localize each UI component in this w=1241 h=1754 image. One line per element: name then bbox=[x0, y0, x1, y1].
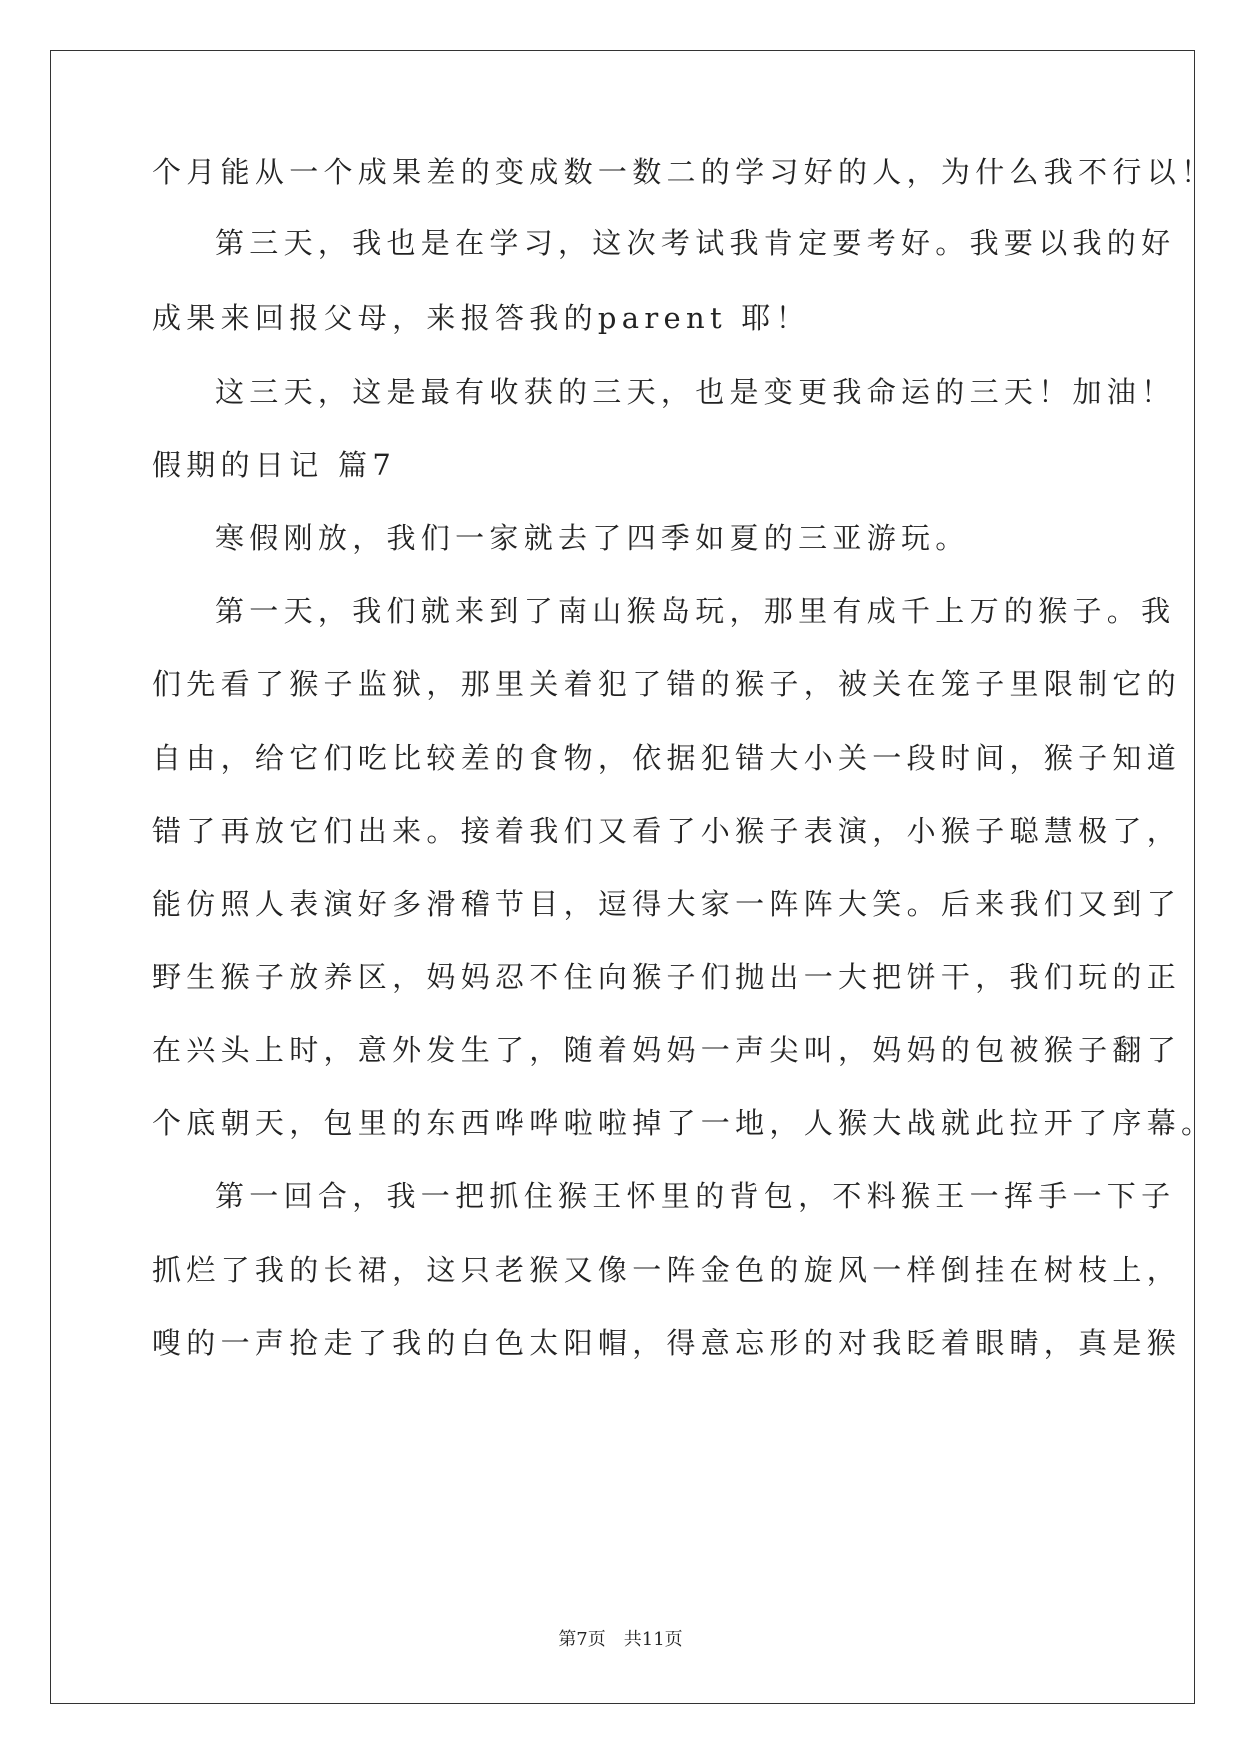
text-line: 抓烂了我的长裙，这只老猴又像一阵金色的旋风一样倒挂在树枝上， bbox=[152, 1253, 1182, 1287]
paragraph-start: 第一回合，我一把抓住猴王怀里的背包，不料猴王一挥手一下子 bbox=[215, 1179, 1176, 1213]
text-line: 能仿照人表演好多滑稽节目，逗得大家一阵阵大笑。后来我们又到了 bbox=[152, 887, 1182, 921]
text-line: 在兴头上时，意外发生了，随着妈妈一声尖叫，妈妈的包被猴子翻了 bbox=[152, 1033, 1182, 1067]
text-line: 个月能从一个成果差的变成数一数二的学习好的人，为什么我不行以！ bbox=[152, 155, 1216, 189]
text-line: 个底朝天，包里的东西哗哗啦啦掉了一地，人猴大战就此拉开了序幕。 bbox=[152, 1106, 1216, 1140]
text-line: 错了再放它们出来。接着我们又看了小猴子表演，小猴子聪慧极了， bbox=[152, 814, 1182, 848]
paragraph-start: 这三天，这是最有收获的三天，也是变更我命运的三天！加油！ bbox=[215, 375, 1176, 409]
page-footer bbox=[0, 1628, 1241, 1652]
text-line: 野生猴子放养区，妈妈忍不住向猴子们抛出一大把饼干，我们玩的正 bbox=[152, 960, 1182, 994]
page-number-total: 共11页 bbox=[623, 1629, 683, 1650]
section-heading: 假期的日记 篇7 bbox=[152, 448, 397, 482]
paragraph-start: 第一天，我们就来到了南山猴岛玩，那里有成千上万的猴子。我 bbox=[215, 594, 1176, 628]
text-line: 们先看了猴子监狱，那里关着犯了错的猴子，被关在笼子里限制它的 bbox=[152, 667, 1182, 701]
page-number-current: 第7页 bbox=[558, 1629, 606, 1650]
text-line: 成果来回报父母，来报答我的parent 耶！ bbox=[152, 301, 811, 335]
paragraph-start: 第三天，我也是在学习，这次考试我肯定要考好。我要以我的好 bbox=[215, 226, 1176, 260]
paragraph-start: 寒假刚放，我们一家就去了四季如夏的三亚游玩。 bbox=[215, 521, 970, 555]
text-line: 嗖的一声抢走了我的白色太阳帽，得意忘形的对我眨着眼睛，真是猴 bbox=[152, 1326, 1182, 1360]
text-line: 自由，给它们吃比较差的食物，依据犯错大小关一段时间，猴子知道 bbox=[152, 741, 1182, 775]
